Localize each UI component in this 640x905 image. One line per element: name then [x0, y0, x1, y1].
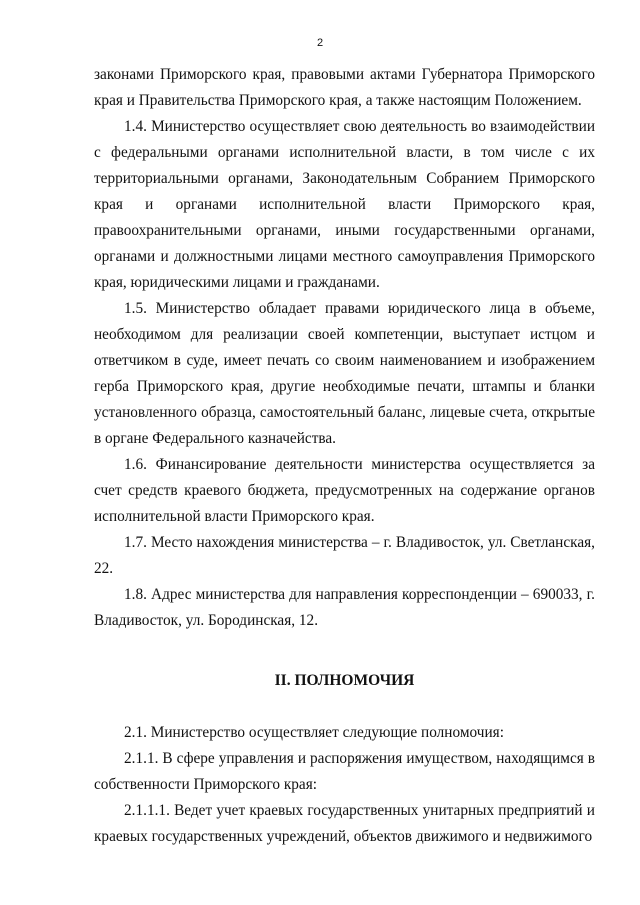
paragraph-1-6: 1.6. Финансирование деятельности министерства осуществляется за счет средств краевого бюджета, предусмотренных на содержание органов исполнительной власти Приморского края.: [94, 456, 595, 525]
document-body: [94, 62, 595, 850]
paragraph-1-7: 1.7. Место нахождения министерства – г. Владивосток, ул. Светланская, 22.: [94, 534, 595, 577]
page-number: 2: [316, 37, 324, 49]
section-heading: II. ПОЛНОМОЧИЯ: [274, 672, 415, 689]
paragraph-1-5: 1.5. Министерство обладает правами юридического лица в объеме, необходимом для реализации своей компетенции, выступает истцом и ответчиком в суде, имеет печать со своим наименованием и изображением герба Приморского края, другие необходимые печати, штампы и бланки установленного образца, самостоятельный баланс, лицевые счета, открытые в органе Федерального казначейства.: [94, 300, 595, 447]
paragraph-1-4: 1.4. Министерство осуществляет свою деятельность во взаимодействии с федеральными органами исполнительной власти, в том числе с их территориальными органами, Законодательным Собранием Приморского края и органами исполнительной власти Приморского края, правоохранительными органами, иными государственными органами, органами и должностными лицами местного самоуправления Приморского края, юридическими лицами и гражданами.: [94, 118, 595, 291]
paragraph-continuation: законами Приморского края, правовыми актами Губернатора Приморского края и Правительства Приморского края, а также настоящим Положением.: [94, 66, 595, 109]
paragraph-1-8: 1.8. Адрес министерства для направления корреспонденции – 690033, г. Владивосток, ул. Бородинская, 12.: [94, 586, 595, 629]
paragraph-2-1-1: 2.1.1. В сфере управления и распоряжения имуществом, находящимся в собственности Приморского края:: [94, 750, 595, 793]
paragraph-2-1-1-1: 2.1.1.1. Ведет учет краевых государственных унитарных предприятий и краевых государственных учреждений, объектов движимого и недвижимого: [94, 802, 595, 845]
paragraph-2-1: 2.1. Министерство осуществляет следующие полномочия:: [124, 724, 504, 741]
